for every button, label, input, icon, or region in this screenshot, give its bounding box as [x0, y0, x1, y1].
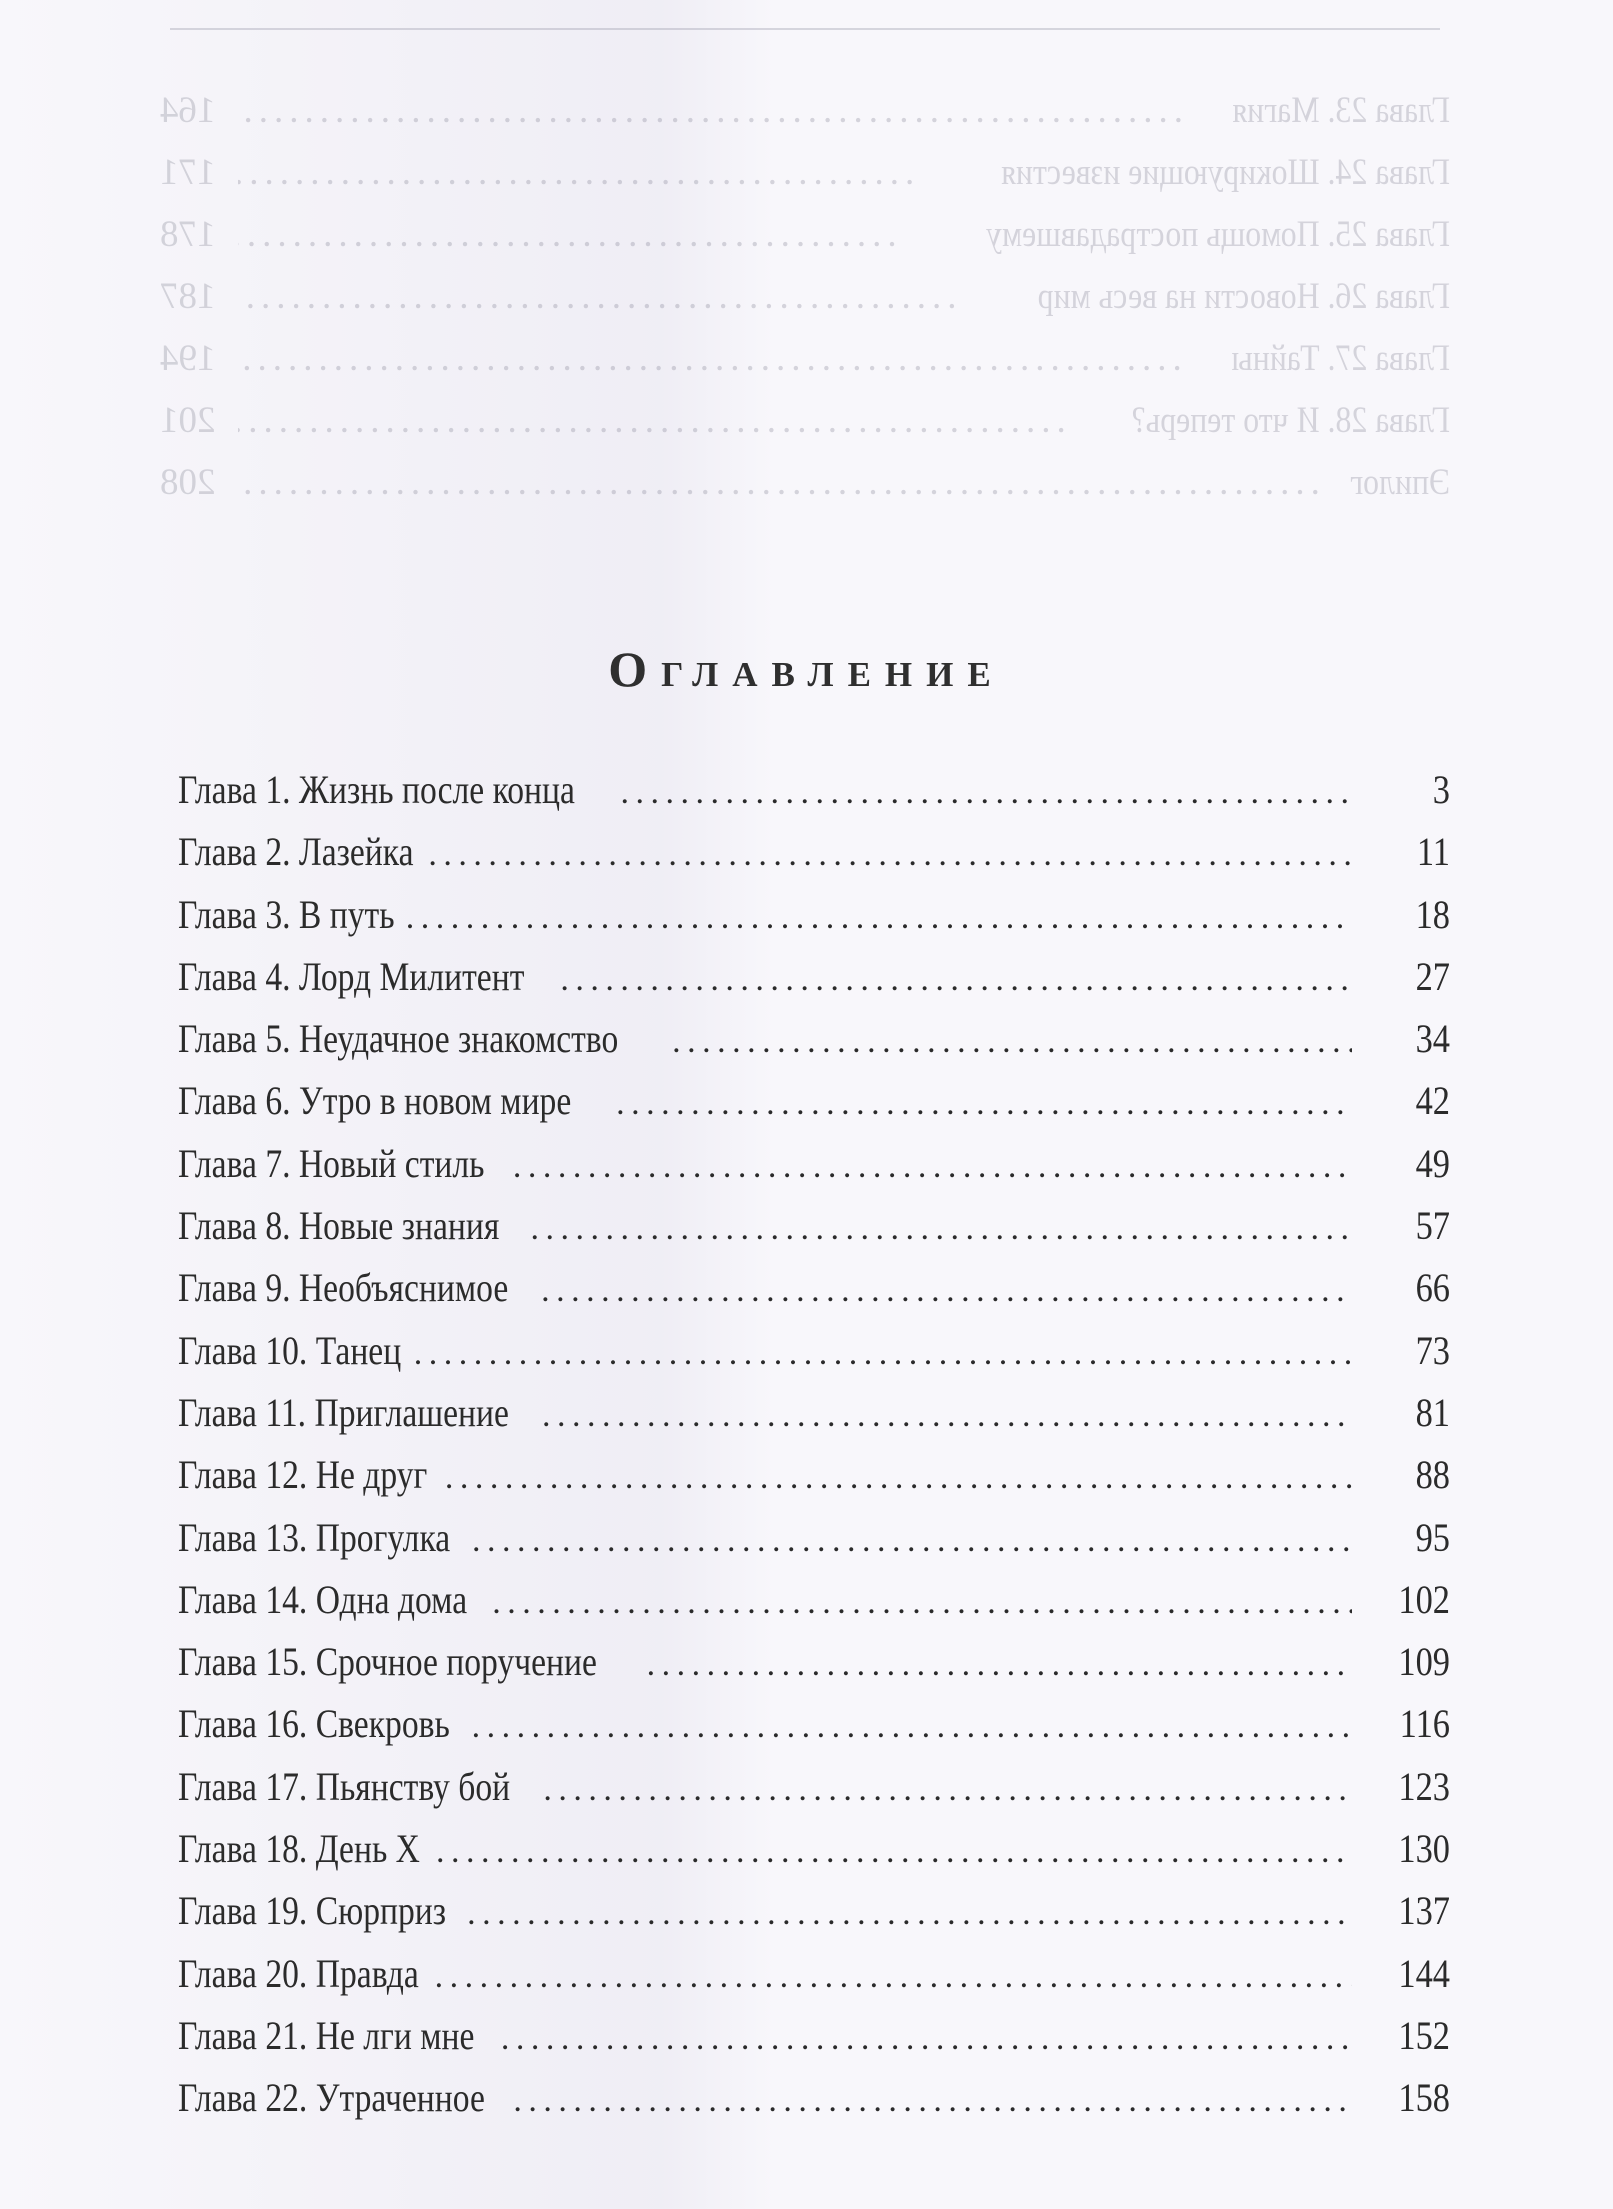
- showthrough-chapter: Глава 25. Помощь пострадавшему: [986, 214, 1450, 255]
- toc-heading: Оглавление: [608, 641, 1005, 697]
- page-number: 123: [1398, 1763, 1450, 1809]
- dot-leader: [501, 2020, 1352, 2058]
- chapter-title: Глава 6. Утро в новом мире: [178, 1078, 572, 1124]
- chapter-title: Глава 11. Приглашение: [178, 1389, 509, 1435]
- dot-leader: [428, 836, 1352, 874]
- toc-entry[interactable]: [178, 1887, 1450, 1949]
- showthrough-row: [160, 328, 1450, 390]
- chapter-title: Глава 16. Свекровь: [178, 1701, 450, 1747]
- dot-leader: [238, 266, 957, 328]
- page-number: 18: [1415, 891, 1450, 937]
- chapter-title: Глава 21. Не лги мне: [178, 2012, 475, 2058]
- page-number: 3: [1432, 767, 1450, 812]
- showthrough-row: [160, 266, 1450, 328]
- page-number: 102: [1398, 1576, 1450, 1622]
- chapter-title: Глава 18. День Х: [178, 1826, 420, 1872]
- toc-entry[interactable]: [178, 1700, 1450, 1762]
- page-number: 130: [1398, 1826, 1450, 1872]
- toc-entry[interactable]: [178, 1763, 1450, 1825]
- chapter-title: Глава 8. Новые знания: [178, 1203, 500, 1249]
- dot-leader: [472, 1522, 1352, 1560]
- page-number: 116: [1399, 1701, 1450, 1747]
- dot-leader: [467, 1895, 1352, 1933]
- showthrough-page: 201: [160, 400, 216, 441]
- toc-entry[interactable]: [178, 1140, 1450, 1202]
- chapter-title: Глава 10. Танец: [178, 1327, 402, 1373]
- showthrough-row: [160, 80, 1450, 142]
- dot-leader: [541, 1272, 1352, 1310]
- chapter-title: Глава 3. В путь: [178, 891, 395, 937]
- toc-entry[interactable]: [178, 1264, 1450, 1326]
- showthrough-chapter: Глава 23. Магия: [1232, 90, 1450, 131]
- toc-entry[interactable]: [178, 1825, 1450, 1887]
- dot-leader: [238, 390, 1066, 452]
- dot-leader: [414, 1335, 1352, 1373]
- dot-leader: [406, 899, 1352, 937]
- chapter-title: Глава 7. Новый стиль: [178, 1140, 485, 1186]
- toc-entry[interactable]: [178, 891, 1450, 953]
- showthrough-chapter: Глава 26. Новости на весь мир: [1037, 276, 1450, 317]
- toc-entry[interactable]: [178, 1202, 1450, 1264]
- toc-entry[interactable]: [178, 1451, 1450, 1513]
- showthrough-row: [160, 142, 1450, 204]
- toc-entry[interactable]: [178, 1389, 1450, 1451]
- showthrough-chapter: Глава 24. Шокирующие известия: [1001, 152, 1450, 193]
- dot-leader: [492, 1584, 1352, 1622]
- page-number: 73: [1415, 1327, 1450, 1373]
- chapter-title: Глава 22. Утраченное: [178, 2075, 485, 2121]
- chapter-title: Глава 9. Необъяснимое: [178, 1265, 509, 1311]
- page-number: 144: [1398, 1950, 1450, 1996]
- chapter-title: Глава 19. Сюрприз: [178, 1888, 447, 1934]
- showthrough-page: 208: [160, 462, 216, 503]
- toc-entry[interactable]: [178, 1327, 1450, 1389]
- dot-leader: [616, 1085, 1352, 1123]
- page-number: 42: [1415, 1078, 1450, 1124]
- chapter-title: Глава 17. Пьянству бой: [178, 1763, 511, 1809]
- chapter-title: Глава 2. Лазейка: [178, 829, 414, 875]
- chapter-title: Глава 1. Жизнь после конца: [178, 767, 575, 812]
- page-number: 137: [1398, 1888, 1450, 1934]
- toc-entry[interactable]: [178, 766, 1450, 828]
- page-number: 152: [1398, 2012, 1450, 2058]
- toc-entry[interactable]: [178, 828, 1450, 890]
- page-number: 109: [1398, 1639, 1450, 1685]
- chapter-title: Глава 5. Неудачное знакомство: [178, 1016, 619, 1062]
- dot-leader: [238, 80, 1183, 142]
- dot-leader: [445, 1459, 1352, 1497]
- toc-entry[interactable]: [178, 1077, 1450, 1139]
- chapter-title: Глава 20. Правда: [178, 1950, 419, 1996]
- showthrough-chapter: Глава 27. Тайны: [1231, 338, 1450, 379]
- page-number: 66: [1415, 1265, 1450, 1311]
- toc-entry[interactable]: [178, 2074, 1450, 2136]
- page-number: 88: [1415, 1452, 1450, 1498]
- toc-entry[interactable]: [178, 1514, 1450, 1576]
- toc-entry[interactable]: [178, 1638, 1450, 1700]
- showthrough-page: 194: [160, 338, 216, 379]
- dot-leader: [531, 1210, 1352, 1248]
- page-number: 27: [1415, 953, 1450, 999]
- showthrough-row: [160, 204, 1450, 266]
- showthrough-page: 164: [160, 90, 216, 131]
- page-number: 158: [1398, 2075, 1450, 2121]
- showthrough-row: [160, 390, 1450, 452]
- toc-entry[interactable]: [178, 1015, 1450, 1077]
- showthrough-row: [160, 452, 1450, 514]
- dot-leader: [435, 1958, 1352, 1996]
- toc-entry[interactable]: [178, 1950, 1450, 2012]
- page-number: 49: [1415, 1140, 1450, 1186]
- dot-leader: [238, 142, 914, 204]
- showthrough-page: 187: [160, 276, 216, 317]
- dot-leader: [238, 452, 1320, 514]
- toc-entry[interactable]: [178, 1576, 1450, 1638]
- showthrough-page: 171: [160, 152, 216, 193]
- dot-leader: [513, 2082, 1352, 2120]
- toc-entry[interactable]: [178, 2012, 1450, 2074]
- showthrough-chapter: Глава 28. И что теперь?: [1131, 400, 1450, 441]
- page-number: 81: [1415, 1389, 1450, 1435]
- dot-leader: [542, 1397, 1352, 1435]
- dot-leader: [472, 1708, 1352, 1746]
- showthrough-chapter: Эпилог: [1350, 462, 1450, 503]
- dot-leader: [238, 204, 897, 266]
- toc-entry[interactable]: [178, 953, 1450, 1015]
- reverse-side-showthrough: [160, 80, 1450, 514]
- dot-leader: [672, 1023, 1352, 1061]
- chapter-title: Глава 4. Лорд Милитент: [178, 953, 525, 999]
- page-number: 57: [1415, 1203, 1450, 1249]
- dot-leader: [620, 774, 1352, 812]
- showthrough-page: 178: [160, 214, 216, 255]
- chapter-title: Глава 12. Не друг: [178, 1452, 428, 1498]
- chapter-title: Глава 15. Срочное поручение: [178, 1639, 597, 1685]
- chapter-title: Глава 13. Прогулка: [178, 1514, 451, 1560]
- dot-leader: [238, 328, 1182, 390]
- dot-leader: [543, 1771, 1352, 1809]
- page-number: 34: [1415, 1016, 1450, 1062]
- dot-leader: [560, 961, 1352, 999]
- chapter-title: Глава 14. Одна дома: [178, 1576, 468, 1622]
- page-number: 95: [1415, 1514, 1450, 1560]
- dot-leader: [513, 1148, 1352, 1186]
- dot-leader: [436, 1833, 1352, 1871]
- page-number: 11: [1416, 829, 1450, 875]
- dot-leader: [647, 1646, 1352, 1684]
- table-of-contents: [178, 766, 1450, 2137]
- header-rule: [170, 28, 1440, 30]
